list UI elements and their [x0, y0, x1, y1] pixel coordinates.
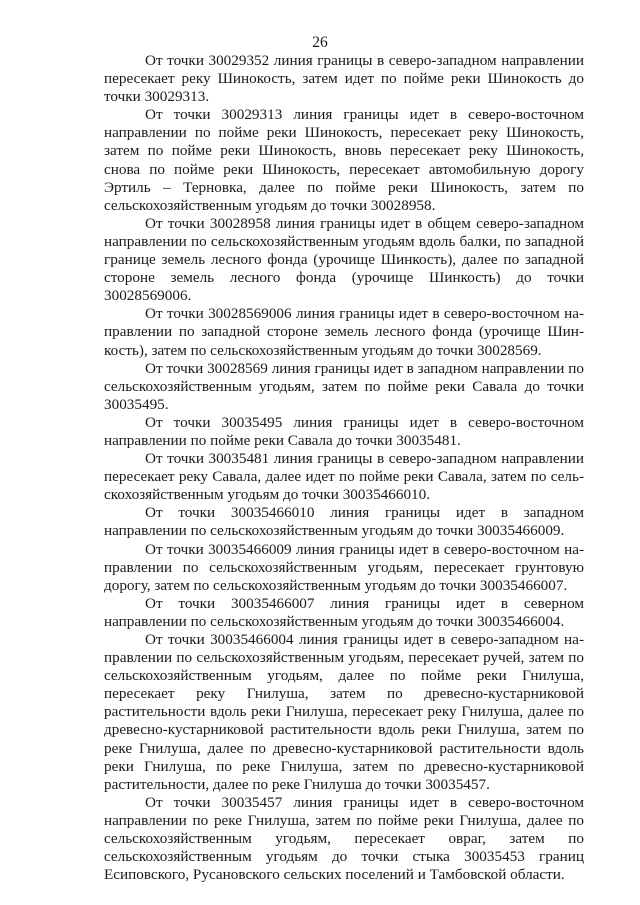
- paragraph: От точки 30035466009 линия границы идет в северо-восточном направлении по сельскохозяйственным угодьям, пересекает грунтовую дорогу, затем по сельскохозяйственным угодьям до точки 30035466007.: [104, 540, 584, 594]
- page-number: 26: [312, 34, 328, 51]
- paragraph: От точки 30028569006 линия границы идет в северо-восточном направлении по западной стороне земель лесного фонда (урочище Шинкость), затем по сельскохозяйственным угодьям до точки 30028569.: [104, 305, 584, 359]
- paragraph: От точки 30029352 линия границы в северо-западном направлении пересекает реку Шинокость, затем идет по пойме реки Шинокость до точки 30029313.: [104, 52, 584, 106]
- paragraph: От точки 30035466004 линия границы идет в северо-западном направлении по сельскохозяйственным угодьям, пересекает ручей, затем по сельскохозяйственным угодьям, далее по пойме реки Гнилуша, пересекает реку Гнилуша, затем по древесно-кустарниковой растительности вдоль реки Гнилуша, пересекает реку Гнилуша, далее по древесно-кустарниковой растительности вдоль реки Гнилуша, затем по реке Гнилуша, далее по древесно-кустарниковой растительности вдоль реки Гнилуша, по реке Гнилуша, затем по древесно-кустарниковой растительности, далее по реке Гнилуша до точки 30035457.: [104, 631, 584, 793]
- document-body: [104, 52, 584, 884]
- paragraph: От точки 30035457 линия границы идет в северо-восточном направлении по реке Гнилуша, затем по пойме реки Гнилуша, далее по сельскохозяйственным угодьям, пересекает овраг, затем по сельскохозяйственным угодьям до точки стыка 30035453 границ Есиповского, Русановского сельских поселений и Тамбовской области.: [104, 793, 584, 884]
- paragraph: От точки 30035466010 линия границы идет в западном направлении по сельскохозяйственным угодьям до точки 30035466009.: [104, 504, 584, 540]
- paragraph: От точки 30029313 линия границы идет в северо-восточном направлении по пойме реки Шинокость, пересекает реку Шинокость, затем по пойме реки Шинокость, вновь пересекает реку Шинокость, снова по пойме реки Шинокость, пересекает автомобильную дорогу Эртиль – Терновка, далее по пойме реки Шинокость, затем по сельскохозяйственным угодьям до точки 30028958.: [104, 106, 584, 214]
- paragraph: От точки 30028569 линия границы идет в западном направлении по сельскохозяйственным угодьям, затем по пойме реки Савала до точки 30035495.: [104, 359, 584, 413]
- paragraph: От точки 30028958 линия границы идет в общем северо-западном направлении по сельскохозяйственным угодьям вдоль балки, по западной границе земель лесного фонда (урочище Шинкость), далее по западной стороне земель лесного фонда (урочище Шинкость) до точки 30028569006.: [104, 214, 584, 305]
- paragraph: От точки 30035481 линия границы в северо-западном направлении пересекает реку Савала, далее идет по пойме реки Савала, затем по сельскохозяйственным угодьям до точки 30035466010.: [104, 450, 584, 504]
- paragraph: От точки 30035495 линия границы идет в северо-восточном направлении по пойме реки Савала до точки 30035481.: [104, 413, 584, 449]
- paragraph: От точки 30035466007 линия границы идет в северном направлении по сельскохозяйственным угодьям до точки 30035466004.: [104, 594, 584, 630]
